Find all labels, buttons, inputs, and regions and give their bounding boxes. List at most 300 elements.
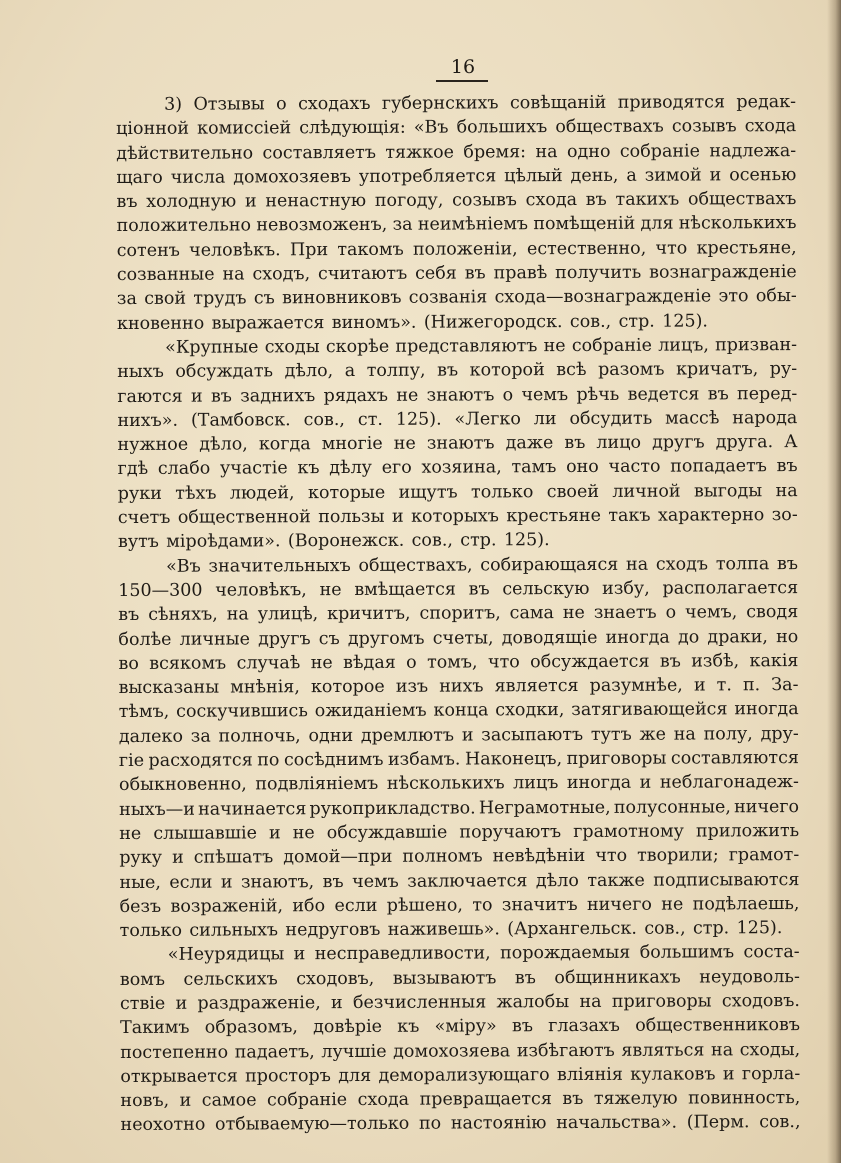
word: чемъ — [521, 384, 569, 405]
word: начальства». — [556, 1113, 678, 1134]
word: и — [190, 386, 203, 407]
word: и — [172, 847, 184, 868]
text-line — [117, 406, 797, 433]
word: (Перм. — [686, 1112, 750, 1133]
word: и — [293, 944, 306, 965]
word: (Архангельск. — [507, 918, 638, 940]
word: тутъ — [590, 724, 632, 745]
word: слѣдующія: — [299, 118, 406, 139]
word: Отзывы — [193, 94, 265, 115]
word: знаютъ — [426, 433, 495, 454]
word: такомъ — [337, 239, 404, 260]
word: довѣріе — [313, 1017, 383, 1038]
text-line — [120, 989, 800, 1016]
word: знаетъ — [593, 602, 657, 624]
word: творили; — [637, 845, 719, 866]
word: конца — [433, 700, 489, 722]
word: соскучившись — [176, 701, 308, 723]
word: міроѣдами». — [166, 531, 281, 553]
word: себя — [415, 263, 457, 284]
word: въ — [437, 360, 459, 381]
word: рѣшено, — [386, 895, 463, 916]
word: массѣ — [665, 408, 720, 429]
word: о — [406, 652, 417, 673]
text-line — [120, 1038, 800, 1065]
word: какія — [749, 650, 799, 672]
word: пользы — [318, 506, 385, 528]
word: споритъ, — [419, 603, 501, 624]
word: въ — [322, 871, 344, 892]
word: кулаковъ — [630, 1064, 716, 1085]
word: редак- — [736, 92, 797, 113]
word: наживешь». — [387, 919, 500, 940]
word: 125). — [503, 530, 550, 551]
word: иногда — [566, 773, 632, 794]
word: сходки, — [495, 700, 565, 721]
word: дремлютъ — [360, 725, 455, 746]
word: тѣмъ, — [118, 702, 170, 723]
text-line — [120, 1086, 800, 1113]
word: знаютъ — [426, 384, 495, 406]
word: выгоды — [693, 480, 763, 502]
word: счеты, — [432, 627, 494, 649]
word: дѣйствительно — [116, 142, 254, 164]
word: томъ, — [427, 652, 478, 673]
word: въ — [659, 651, 681, 672]
word: соста- — [743, 942, 800, 963]
word: нихъ — [439, 676, 484, 697]
word: полу, — [703, 723, 753, 745]
text-line — [119, 868, 799, 895]
word: для — [338, 1065, 372, 1086]
word: жалобы — [496, 992, 570, 1013]
word: на — [710, 1039, 734, 1060]
word: приговоры — [611, 991, 712, 1012]
text-line — [117, 309, 797, 336]
word: заключается — [407, 870, 528, 892]
word: знаютъ, — [240, 871, 315, 892]
word: о — [276, 94, 287, 115]
word: своей — [546, 481, 600, 502]
text-line — [120, 1110, 800, 1137]
word: созванія — [408, 287, 488, 309]
word: толпу, — [366, 360, 426, 382]
word: зо- — [771, 505, 798, 526]
word: въ — [707, 383, 729, 404]
word: рукоприкладство. — [309, 798, 476, 819]
word: ствіе — [119, 993, 166, 1014]
word: на — [535, 141, 558, 162]
word: избѣ, — [691, 651, 740, 672]
word: спѣшатъ — [193, 847, 274, 868]
word: другъ — [652, 432, 705, 453]
word: положительно — [116, 215, 252, 237]
word: къ — [297, 458, 320, 479]
text-line — [118, 576, 798, 603]
word: комиссіей — [197, 118, 292, 139]
word: располагается — [662, 577, 799, 599]
word: за — [116, 289, 137, 310]
word: является — [494, 676, 579, 697]
text-line — [118, 649, 798, 676]
word: ничего — [734, 796, 800, 817]
word: же — [639, 724, 666, 745]
word: не — [393, 433, 416, 454]
word: трудъ — [193, 288, 247, 310]
word: другомъ — [347, 628, 425, 649]
page-edge-shadow — [827, 0, 841, 1163]
word: всякомъ — [149, 653, 227, 674]
word: стр. — [460, 530, 497, 551]
word: и — [693, 675, 706, 696]
word: призван- — [715, 334, 798, 356]
word: нихъ». — [117, 410, 179, 431]
word: участіе — [219, 458, 288, 480]
word: «Въ — [166, 556, 201, 577]
word: драки, — [707, 626, 769, 647]
word: человѣкъ. — [189, 240, 281, 261]
word: ст. — [357, 409, 383, 430]
word: въ — [776, 456, 798, 477]
word: приговоры — [566, 748, 667, 770]
word: неудоволь- — [699, 966, 800, 988]
word: неохотно — [120, 1115, 206, 1136]
word: крестьяне, — [696, 237, 797, 259]
word: осенью — [729, 164, 797, 186]
word: вліянія — [556, 1064, 623, 1085]
word: схода—вознагражденіе — [494, 286, 712, 308]
word: гдѣ — [117, 459, 149, 480]
word: схода — [525, 190, 578, 211]
word: невѣдѣніи — [492, 846, 586, 867]
word: (Тамбовск. — [190, 410, 291, 431]
word: толпа — [715, 553, 770, 575]
text-line — [118, 600, 798, 627]
word: сельскую — [502, 578, 590, 600]
word: зимой — [644, 165, 702, 186]
word: въ — [562, 1089, 584, 1110]
word: повинность, — [688, 1088, 801, 1109]
word: что — [655, 238, 688, 259]
word: не — [661, 894, 684, 915]
word: сельскихъ — [183, 968, 278, 990]
word: ищутъ — [398, 482, 458, 503]
word: положеніи, — [412, 239, 518, 260]
word: деморализующаго — [378, 1064, 550, 1086]
word: нѣсколькихъ — [678, 213, 797, 235]
word: только — [119, 920, 183, 942]
word: сама — [509, 603, 554, 624]
text-line — [117, 357, 797, 384]
word: которые — [307, 482, 386, 503]
word: и — [179, 1090, 192, 1111]
word: даже — [505, 433, 554, 454]
word: засыпаютъ — [481, 724, 584, 746]
text-line — [116, 187, 796, 214]
word: гаются — [117, 386, 183, 407]
word: избѣгаютъ — [516, 1040, 615, 1061]
text-line — [120, 916, 800, 943]
word: въ — [468, 579, 490, 600]
word: тамъ — [511, 457, 557, 478]
page-number-rule — [436, 80, 488, 82]
word: вѣдая — [343, 652, 396, 673]
word: употребляется — [358, 166, 497, 187]
word: а — [626, 165, 637, 186]
word: и — [461, 725, 474, 746]
word: холодную — [146, 191, 237, 213]
word: по — [257, 750, 280, 771]
word: глазахъ — [548, 1016, 620, 1037]
text-line — [116, 90, 796, 117]
text-line — [120, 1013, 800, 1040]
word: тѣхъ — [175, 483, 217, 504]
word: домохозяевъ — [233, 166, 352, 188]
word: съ — [253, 288, 275, 309]
word: вутъ — [117, 532, 159, 553]
word: надлежа- — [709, 140, 797, 162]
word: помѣщеній — [533, 214, 636, 235]
word: нужное — [117, 434, 189, 456]
word: новъ, — [120, 1090, 170, 1112]
word: обы- — [755, 286, 797, 307]
word: «Въ — [413, 117, 449, 138]
word: по — [418, 1114, 442, 1135]
word: людей, — [229, 482, 295, 504]
word: на — [673, 724, 696, 745]
word: кричитъ, — [327, 603, 411, 625]
word: лицъ — [513, 773, 559, 794]
word: невозможенъ, — [256, 215, 388, 236]
word: тяжкое — [385, 142, 455, 163]
word: если — [169, 872, 213, 893]
word: полночь, — [218, 725, 301, 747]
word: ненастную — [265, 191, 367, 212]
word: на — [625, 554, 649, 575]
word: руку — [119, 848, 163, 869]
text-line — [117, 430, 797, 457]
word: заднихъ — [240, 385, 316, 407]
word: большихъ — [456, 117, 548, 138]
word: являться — [621, 1040, 705, 1061]
word: щаго — [116, 167, 163, 188]
word: не — [562, 603, 585, 624]
word: такихъ — [615, 189, 680, 211]
word: другъ — [258, 628, 311, 649]
word: изъ — [395, 676, 429, 697]
word: за — [190, 726, 211, 747]
word: общественной — [177, 507, 311, 528]
word: сходахъ — [298, 93, 371, 115]
word: открывается — [120, 1066, 238, 1087]
text-line — [118, 552, 798, 579]
word: съ — [318, 628, 340, 649]
word: созывъ — [671, 116, 737, 137]
word: безъ — [119, 896, 162, 917]
word: сходъ, — [252, 264, 311, 285]
word: схода — [744, 116, 797, 137]
word: (Воронежск. — [287, 531, 405, 552]
word: схода — [357, 1089, 410, 1111]
word: ли — [533, 408, 557, 430]
word: друга. — [715, 432, 774, 453]
word: большимъ — [639, 942, 735, 964]
word: начинается — [198, 798, 307, 820]
word: высказаны — [118, 677, 220, 699]
word: свой — [144, 289, 187, 310]
word: 125). — [395, 409, 442, 430]
word: далеко — [118, 726, 184, 747]
word: получить — [555, 262, 642, 284]
text-line — [117, 236, 797, 263]
word: крестьяне — [506, 505, 601, 527]
text-line — [117, 260, 797, 287]
word: не — [396, 385, 419, 406]
word: подѣлаешь, — [692, 893, 800, 915]
word: За- — [771, 675, 799, 696]
word: скорѣе — [325, 336, 390, 358]
word: выражается — [211, 312, 325, 334]
word: горла- — [741, 1063, 801, 1085]
word: домохозяева — [393, 1040, 511, 1062]
text-line — [118, 479, 798, 506]
word: обсудить — [569, 408, 653, 429]
word: т. — [716, 675, 732, 696]
word: разумнѣе, — [589, 675, 683, 697]
word: вознагражденіе — [649, 262, 797, 283]
word: это — [718, 286, 749, 307]
word: мнѣнія, — [230, 677, 300, 698]
word: личной — [612, 481, 681, 502]
word: ныхъ—и — [119, 799, 195, 820]
word: При — [289, 239, 329, 261]
word: что — [595, 845, 628, 867]
word: собирающаяся — [480, 554, 619, 576]
word: 125). — [736, 918, 783, 939]
word: поручаютъ — [459, 821, 562, 843]
word: руки — [117, 483, 162, 504]
text-line — [118, 527, 798, 554]
word: въ — [511, 1016, 534, 1037]
word: представляютъ — [395, 336, 538, 357]
word: а — [344, 361, 356, 382]
page-text-block — [116, 90, 801, 1138]
word: неимѣніемъ — [417, 214, 529, 236]
word: подвліяніемъ — [255, 774, 379, 795]
word: дру- — [760, 723, 799, 744]
word: обществахъ, — [358, 555, 473, 576]
word: сходовъ. — [721, 991, 800, 1012]
word: не — [292, 823, 315, 844]
text-line — [119, 697, 799, 724]
word: къ — [397, 1016, 420, 1038]
word: подписываются — [653, 869, 800, 891]
word: стр. — [692, 918, 730, 939]
word: если — [334, 895, 378, 916]
word: совѣщаній — [509, 92, 607, 114]
word: чемъ, — [684, 602, 738, 623]
word: разомъ — [597, 359, 665, 381]
word: нѣсколькихъ — [386, 773, 505, 795]
word: Такимъ — [120, 1017, 190, 1039]
word: полусонные, — [613, 796, 731, 818]
word: въ — [210, 386, 232, 407]
word: хозяина, — [421, 457, 502, 479]
text-line — [116, 114, 796, 141]
text-line — [119, 770, 799, 797]
word: составляются — [670, 748, 799, 769]
word: и — [330, 993, 343, 1014]
text-line — [119, 843, 799, 870]
word: избамъ. — [387, 749, 461, 770]
word: доводящіе — [501, 627, 598, 648]
text-line — [119, 819, 799, 846]
word: дѣло, — [199, 434, 248, 455]
word: 150—300 — [118, 580, 203, 601]
word: грамот- — [728, 845, 800, 866]
word: ные, — [119, 872, 162, 893]
word: Наконецъ, — [464, 749, 563, 770]
word: несправедливости, — [314, 943, 491, 965]
word: виномъ». — [331, 312, 417, 333]
word: Неграмотные, — [478, 797, 611, 819]
word: ру- — [769, 359, 798, 380]
word: счетъ — [117, 507, 171, 529]
word: значительныхъ — [208, 555, 351, 577]
word: недруговъ — [285, 919, 381, 941]
word: гіе — [118, 750, 145, 772]
word: обществахъ — [687, 189, 797, 210]
word: за — [392, 215, 413, 236]
text-line — [120, 940, 800, 967]
word: образомъ, — [204, 1017, 298, 1038]
text-line — [119, 892, 799, 919]
text-line — [118, 454, 798, 481]
word: сотенъ — [116, 240, 180, 261]
word: и — [391, 506, 404, 527]
word: характерно — [657, 505, 765, 526]
word: только — [470, 481, 534, 503]
page-number: 16 — [450, 56, 476, 78]
word: въ — [464, 263, 486, 284]
word: «Неурядицы — [167, 944, 285, 966]
word: избу, — [602, 578, 650, 599]
word: сов., — [759, 1112, 801, 1133]
word: въ — [776, 553, 799, 574]
word: 3) — [164, 94, 183, 115]
word: п. — [742, 675, 761, 696]
word: случаѣ — [236, 653, 301, 674]
word: не — [319, 579, 342, 601]
word: просторъ — [245, 1065, 331, 1087]
word: которое — [310, 676, 385, 698]
word: лицъ, — [658, 335, 709, 356]
word: дѣлу — [329, 458, 373, 479]
word: что — [487, 652, 520, 673]
word: собраніе — [619, 141, 701, 162]
word: тяжелую — [593, 1088, 678, 1110]
text-line — [120, 1062, 800, 1089]
word: вызываютъ — [392, 968, 497, 989]
word: безчисленныя — [352, 992, 487, 1013]
word: (Нижегородск. — [423, 311, 563, 333]
word: которыхъ — [411, 506, 499, 527]
word: сосѣднимъ — [283, 749, 384, 771]
text-line — [119, 722, 799, 749]
word: не — [310, 652, 333, 673]
word: собраніе — [266, 1090, 348, 1111]
word: дѣло, — [284, 361, 334, 382]
